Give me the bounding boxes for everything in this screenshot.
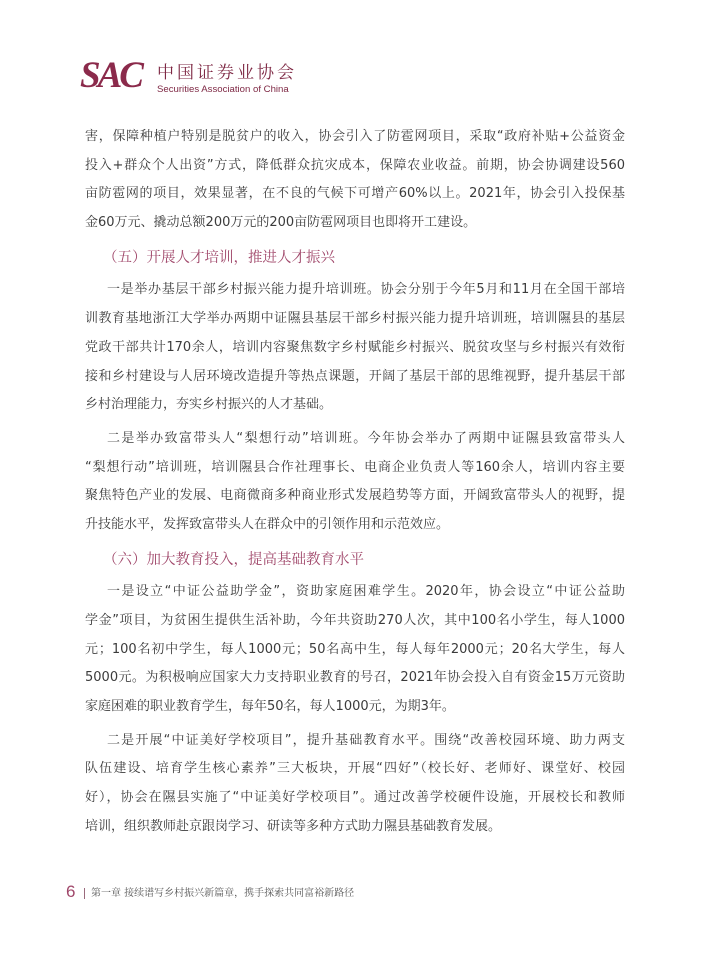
paragraph-line: 队伍建设、培育学生核心素养”三大板块，开展“四好”（校长好、老师好、课堂好、校园 bbox=[85, 761, 625, 777]
paragraph-line: 接和乡村建设与人居环境改造提升等热点课题，开阔了基层干部的思维视野，提升基层干部 bbox=[85, 368, 625, 384]
page-number: 6 bbox=[66, 882, 76, 901]
page-footer bbox=[64, 880, 384, 904]
paragraph-line: 亩防雹网的项目，效果显著，在不良的气候下可增产60%以上。2021年，协会引入投保基 bbox=[85, 186, 625, 202]
paragraph-1 bbox=[85, 123, 625, 238]
section-heading-6: （六）加大教育投入，提高基础教育水平 bbox=[103, 551, 364, 568]
paragraph-3 bbox=[85, 425, 625, 540]
paragraph-line: 好），协会在隰县实施了“中证美好学校项目”。通过改善学校硬件设施，开展校长和教师 bbox=[85, 790, 625, 806]
logo-mark: SAC bbox=[80, 55, 141, 96]
org-name-english: Securities Association of China bbox=[157, 84, 289, 95]
body-content bbox=[85, 123, 625, 842]
paragraph-line: 乡村治理能力，夯实乡村振兴的人才基础。 bbox=[85, 397, 333, 413]
paragraph-line: 家庭困难的职业教育学生，每年50名，每人1000元，为期3年。 bbox=[85, 699, 455, 715]
paragraph-line: 培训，组织教师赴京跟岗学习、研读等多种方式助力隰县基础教育发展。 bbox=[85, 818, 502, 834]
org-name-chinese: 中国证券业协会 bbox=[157, 63, 297, 83]
paragraph-line: 升技能水平，发挥致富带头人在群众中的引领作用和示范效应。 bbox=[85, 516, 450, 532]
paragraph-line: 二是开展“中证美好学校项目”，提升基础教育水平。围绕“改善校园环境、助力两支 bbox=[107, 732, 625, 748]
paragraph-line: 训教育基地浙江大学举办两期中证隰县基层干部乡村振兴能力提升培训班，培训隰县的基层 bbox=[85, 311, 625, 327]
section-heading-5: （五）开展人才培训，推进人才振兴 bbox=[103, 249, 335, 266]
paragraph-line: 害，保障种植户特别是脱贫户的收入，协会引入了防雹网项目，采取“政府补贴+公益资金 bbox=[85, 129, 625, 144]
paragraph-4 bbox=[85, 578, 625, 721]
paragraph-line: 一是举办基层干部乡村振兴能力提升培训班。协会分别于今年5月和11月在全国干部培 bbox=[107, 282, 625, 298]
paragraph-line: “梨想行动”培训班，培训隰县合作社理事长、电商企业负责人等160余人，培训内容主要 bbox=[85, 459, 625, 475]
footer-divider bbox=[84, 888, 85, 899]
chapter-title: 第一章 接续谱写乡村振兴新篇章，携手探索共同富裕新路径 bbox=[91, 888, 355, 899]
paragraph-line: 党政干部共计170余人，培训内容聚焦数字乡村赋能乡村振兴、脱贫攻坚与乡村振兴有效衔 bbox=[85, 339, 625, 355]
paragraph-line: 元；100名初中学生，每人1000元；50名高中生，每人每年2000元；20名大学生，每人 bbox=[85, 641, 625, 657]
sac-logo bbox=[80, 56, 320, 98]
paragraph-line: 学金”项目，为贫困生提供生活补助，今年共资助270人次，其中100名小学生，每人1000 bbox=[85, 613, 625, 628]
paragraph-line: 金60万元、撬动总额200万元的200亩防雹网项目也即将开工建设。 bbox=[85, 215, 477, 231]
paragraph-line: 投入+群众个人出资”方式，降低群众抗灾成本，保障农业收益。前期，协会协调建设560 bbox=[85, 157, 625, 173]
paragraph-line: 二是举办致富带头人“梨想行动”培训班。今年协会举办了两期中证隰县致富带头人 bbox=[107, 430, 625, 446]
paragraph-line: 5000元。为积极响应国家大力支持职业教育的号召，2021年协会投入自有资金15万元资助 bbox=[85, 670, 625, 686]
paragraph-5 bbox=[85, 727, 625, 842]
paragraph-line: 聚焦特色产业的发展、电商微商多种商业形式发展趋势等方面，开阔致富带头人的视野，提 bbox=[85, 488, 625, 504]
paragraph-line: 一是设立“中证公益助学金”，资助家庭困难学生。2020年，协会设立“中证公益助 bbox=[107, 584, 625, 600]
paragraph-2 bbox=[85, 276, 625, 419]
